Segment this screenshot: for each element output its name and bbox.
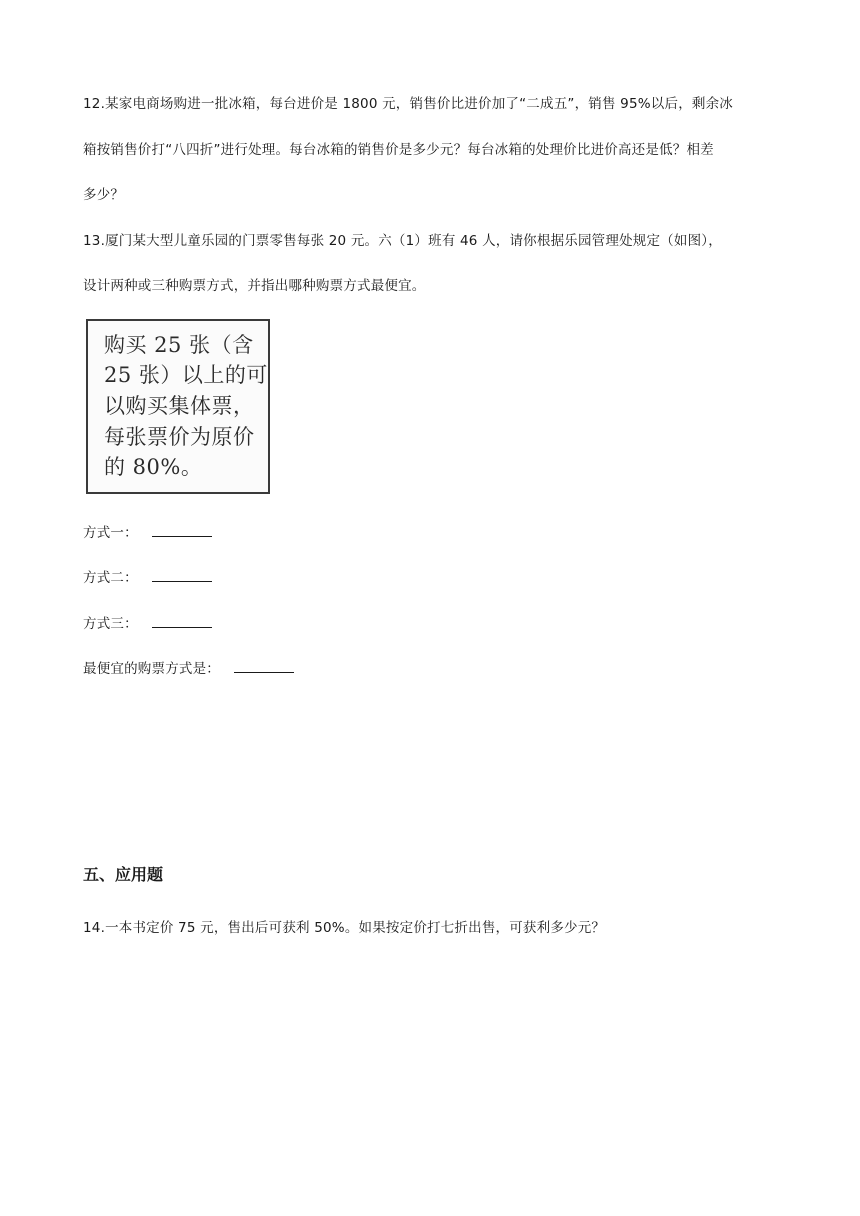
method-1-answer-blank[interactable]	[152, 522, 212, 537]
method-3-answer-blank[interactable]	[152, 613, 212, 628]
cheapest-method-label: 最便宜的购票方式是：	[83, 661, 220, 677]
method-2-answer-blank[interactable]	[152, 567, 212, 582]
question-13-line-1: 13.厦门某大型儿童乐园的门票零售每张 20 元。六（1）班有 46 人，请你根据乐园管理处规定（如图），	[83, 233, 722, 249]
notice-line-5: 的 80%。	[104, 455, 203, 479]
cheapest-method-row	[83, 658, 294, 679]
question-12-line-3: 多少？	[83, 187, 125, 203]
group-ticket-notice-image	[86, 319, 270, 494]
method-1-label: 方式一：	[83, 525, 138, 541]
cheapest-method-answer-blank[interactable]	[234, 658, 294, 673]
section-5-heading: 五、应用题	[83, 865, 164, 884]
method-1-row	[83, 522, 212, 543]
question-13-line-2: 设计两种或三种购票方式，并指出哪种购票方式最便宜。	[83, 278, 426, 294]
method-2-row	[83, 567, 212, 588]
question-12-line-1: 12.某家电商场购进一批冰箱，每台进价是 1800 元，销售价比进价加了“二成五”，销售 95%以后，剩余冰	[83, 96, 733, 112]
notice-line-4: 每张票价为原价	[104, 425, 255, 449]
question-14-line-1: 14.一本书定价 75 元，售出后可获利 50%。如果按定价打七折出售，可获利多少元？	[83, 920, 606, 936]
method-3-label: 方式三：	[83, 616, 138, 632]
method-3-row	[83, 613, 212, 634]
method-2-label: 方式二：	[83, 570, 138, 586]
question-12-line-2: 箱按销售价打“八四折”进行处理。每台冰箱的销售价是多少元？每台冰箱的处理价比进价高还是低？相差	[83, 142, 714, 158]
notice-line-2: 25 张）以上的可	[104, 363, 268, 387]
notice-line-3: 以购买集体票，	[104, 394, 255, 418]
notice-line-1: 购买 25 张（含	[104, 333, 254, 357]
